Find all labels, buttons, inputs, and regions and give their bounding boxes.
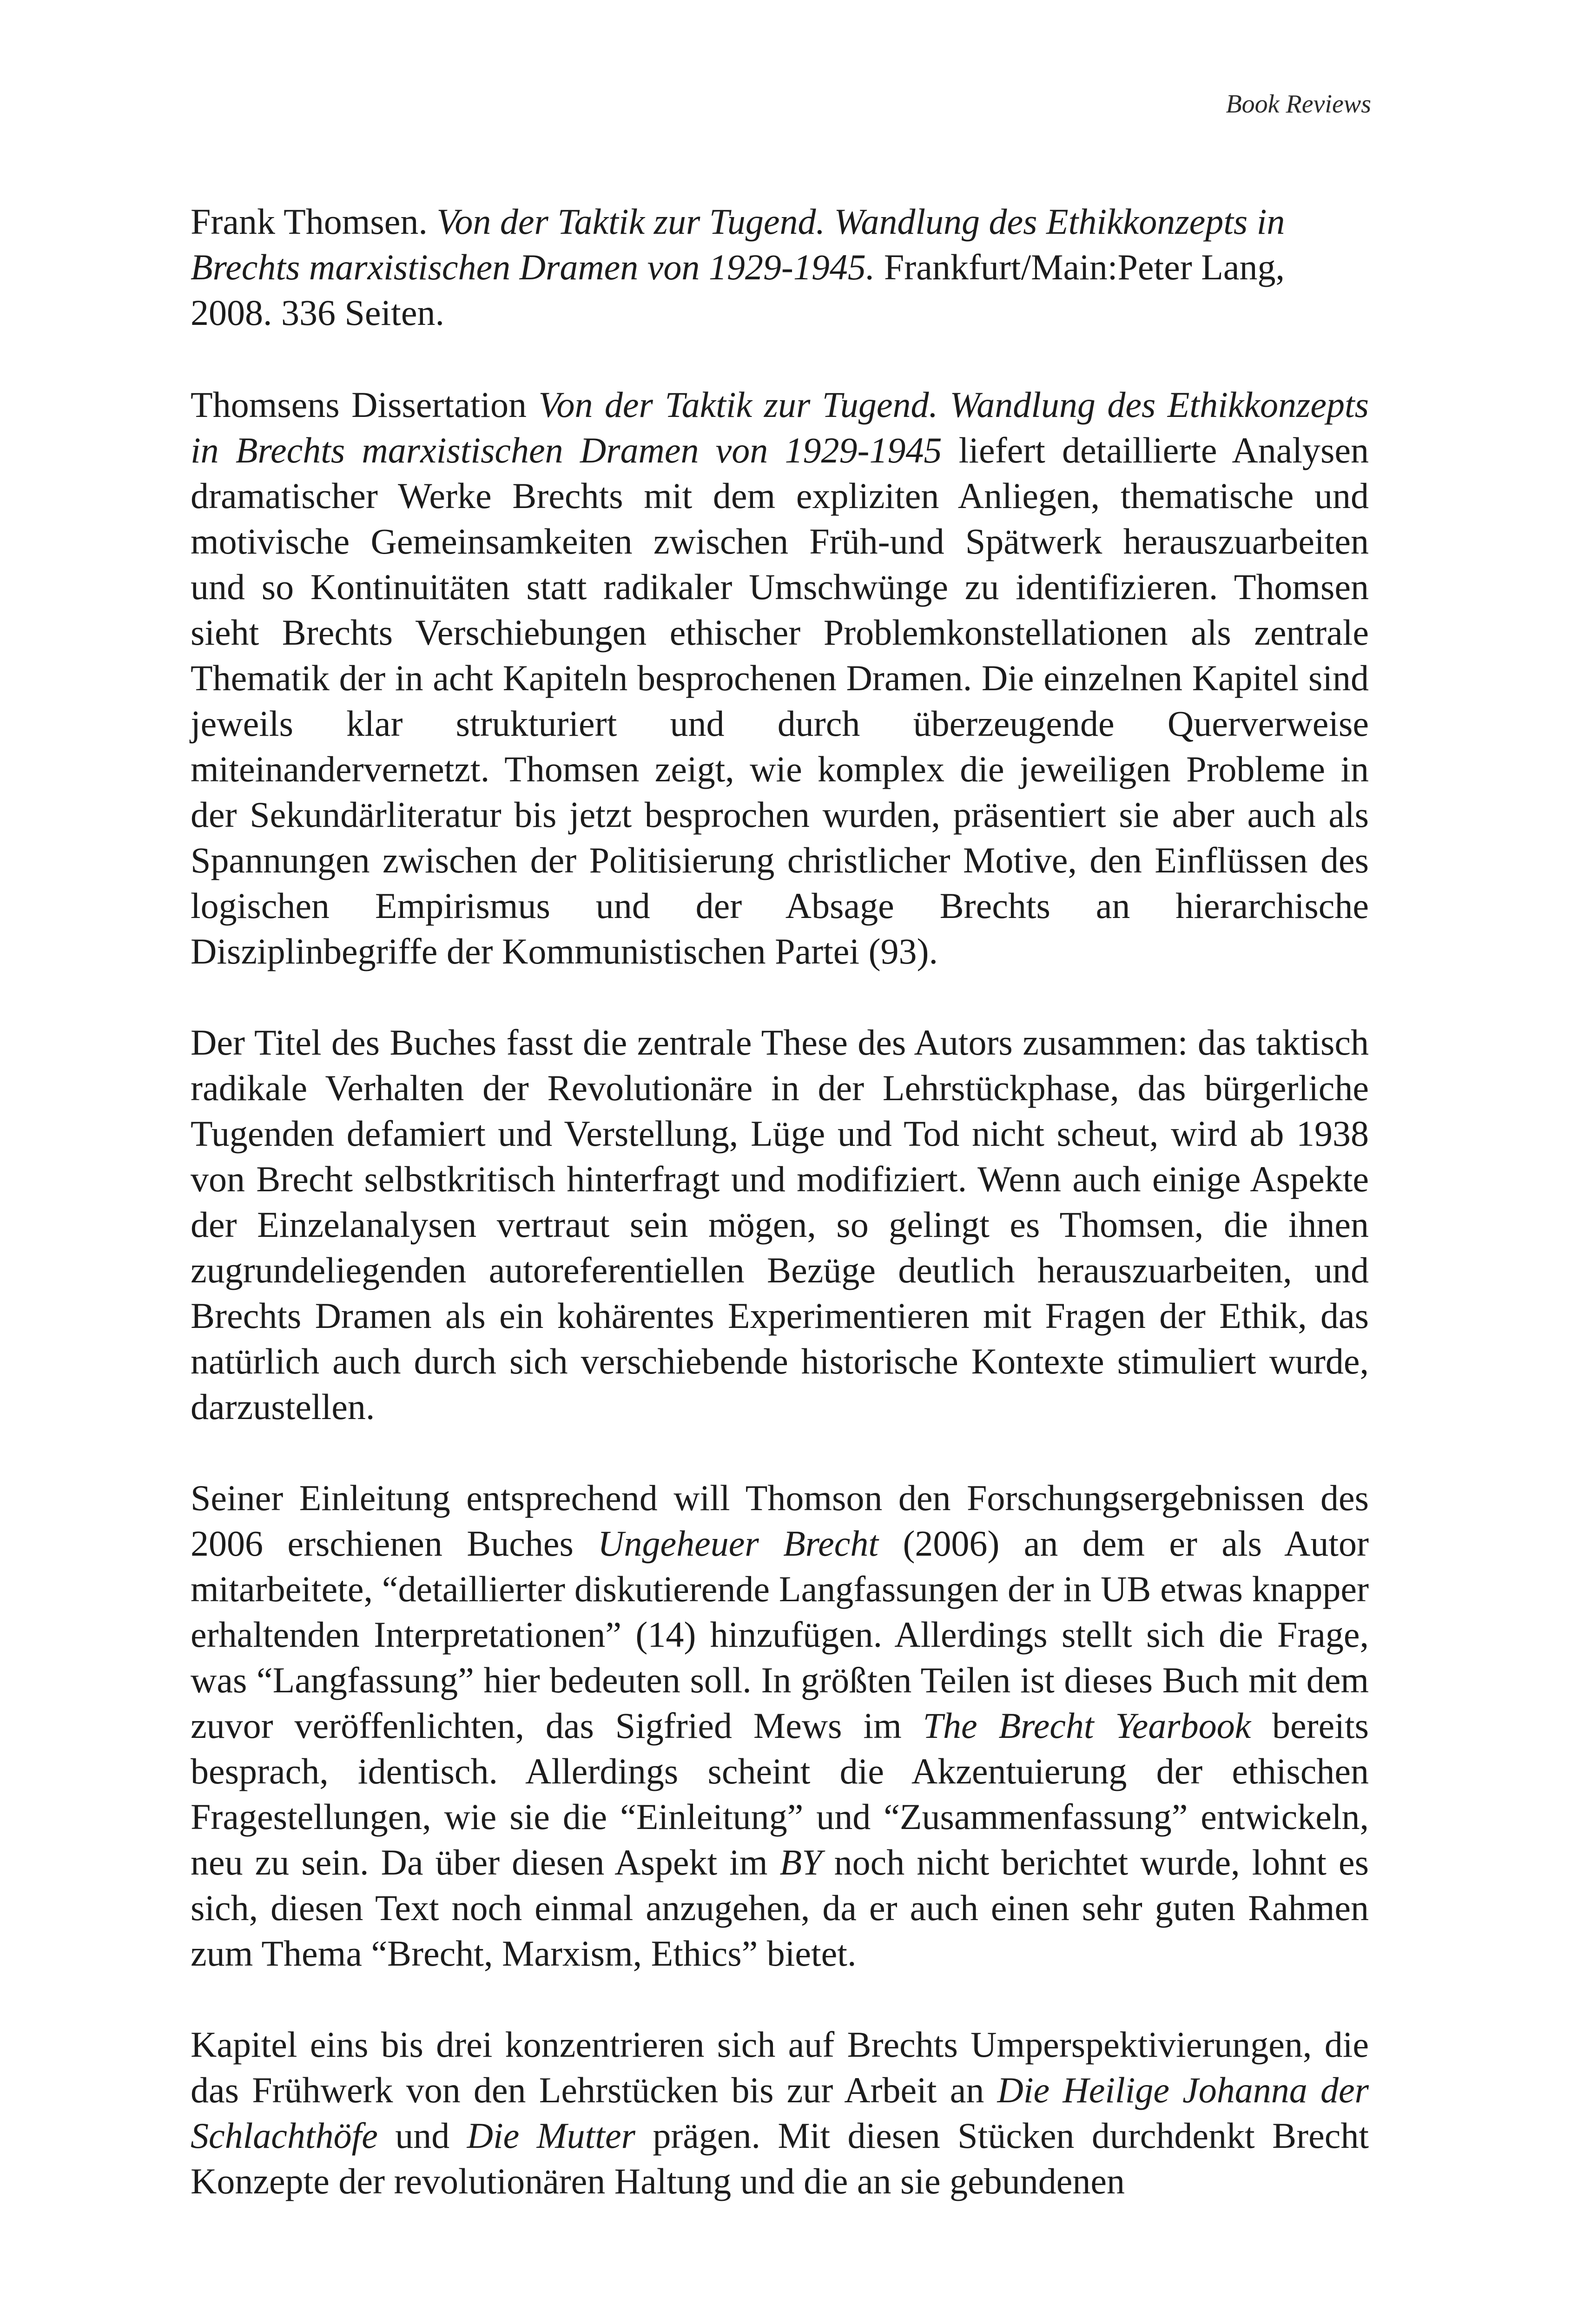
citation-title: Von der Taktik zur Tugend. Wandlung des Ethikkonzepts in Brechts marxistischen Dramen von 1929-1945. <box>191 201 1285 287</box>
paragraph-text: noch nicht berichtet wurde, lohnt es sich, diesen Text noch einmal anzugehen, da er auch einen sehr guten Rahmen zum Thema “Brecht, Marxism, Ethics” bietet. <box>191 1842 1369 1974</box>
play-title-italic: Die Mutter <box>467 2115 635 2156</box>
paragraph-text: bereits besprach, identisch. Allerdings scheint die Akzentuierung der ethischen Fragestellungen, wie sie die “Einleitung” und “Zusammenfassung” entwickeln, neu zu sein. Da über diesen Aspekt im <box>191 1705 1369 1882</box>
paragraph-text: Thomsens Dissertation <box>191 384 539 425</box>
paragraph-2: Der Titel des Buches fasst die zentrale These des Autors zusammen: das taktisch radikale Verhalten der Revolutionäre in der Lehrstückphase, das bürgerliche Tugenden defamiert und Verstellung, Lüge und Tod nicht scheut, wird ab 1938 von Brecht selbstkritisch hinterfragt und modifiziert. Wenn auch einige Aspekte der Einzelanalysen vertraut sein mögen, so gelingt es Thomsen, die ihnen zugrundeliegenden autoreferentiellen Bezüge deutlich herauszuarbeiten, und Brechts Dramen als ein kohärentes Experimentieren mit Fragen der Ethik, das natürlich auch durch sich verschiebende historische Kontexte stimuliert wurde, darzustellen. <box>191 1022 1369 1427</box>
book-citation <box>191 199 1369 336</box>
journal-abbrev-italic: BY <box>779 1842 822 1882</box>
paragraph-text: Kapitel eins bis drei konzentrieren sich auf Brechts Umperspektivierungen, die das Frühwerk von den Lehrstücken bis zur Arbeit an <box>191 2024 1369 2110</box>
review-body <box>191 199 1369 2204</box>
paragraph-3 <box>191 1475 1369 1976</box>
paragraph-text: liefert detaillierte Analysen dramatischer Werke Brechts mit dem expliziten Anliegen, thematische und motivische Gemeinsamkeiten zwischen Früh-und Spätwerk herauszuarbeiten und so Kontinuitäten statt radikaler Umschwünge zu identifizieren. Thomsen sieht Brechts Verschiebungen ethischer Problemkonstellationen als zentrale Thematik der in acht Kapiteln besprochenen Dramen. Die einzelnen Kapitel sind jeweils klar strukturiert und durch überzeugende Querverweise miteinandervernetzt. Thomsen zeigt, wie komplex die jeweiligen Probleme in der Sekundärliteratur bis jetzt besprochen wurden, präsentiert sie aber auch als Spannungen zwischen der Politisierung christlicher Motive, den Einflüssen des logischen Empirismus und der Absage Brechts an hierarchische Disziplinbegriffe der Kommunistischen Partei (93). <box>191 430 1369 971</box>
citation-publication: Frankfurt/Main:Peter Lang, 2008. 336 Seiten. <box>191 247 1285 333</box>
journal-title-italic: The Brecht Yearbook <box>923 1705 1251 1746</box>
running-head: Book Reviews <box>1226 90 1371 119</box>
paragraph-text: (2006) an dem er als Autor mitarbeitete, “detaillierter diskutierende Langfassungen der in UB etwas knapper erhaltenden Interpretationen” (14) hinzufügen. Allerdings stellt sich die Frage, was “Langfassung” hier bedeuten soll. In größten Teilen ist dieses Buch mit dem zuvor veröffenlichten, das Sigfried Mews im <box>191 1523 1369 1746</box>
book-title-italic: Ungeheuer Brecht <box>598 1523 879 1564</box>
paragraph-4 <box>191 2022 1369 2204</box>
paragraph-1 <box>191 382 1369 974</box>
paragraph-text: Seiner Einleitung entsprechend will Thomson den Forschungsergebnissen des 2006 erschienen Buches <box>191 1478 1369 1564</box>
play-title-italic: Die Heilige Johanna der Schlachthöfe <box>191 2070 1369 2156</box>
citation-author: Frank Thomsen. <box>191 201 428 242</box>
paragraph-text: und <box>377 2115 467 2156</box>
paragraph-text: prägen. Mit diesen Stücken durchdenkt Brecht Konzepte der revolutionären Haltung und die an sie gebundenen <box>191 2115 1369 2201</box>
book-title-italic: Von der Taktik zur Tugend. Wandlung des Ethikkonzepts in Brechts marxistischen Dramen von 1929-1945 <box>191 384 1369 470</box>
